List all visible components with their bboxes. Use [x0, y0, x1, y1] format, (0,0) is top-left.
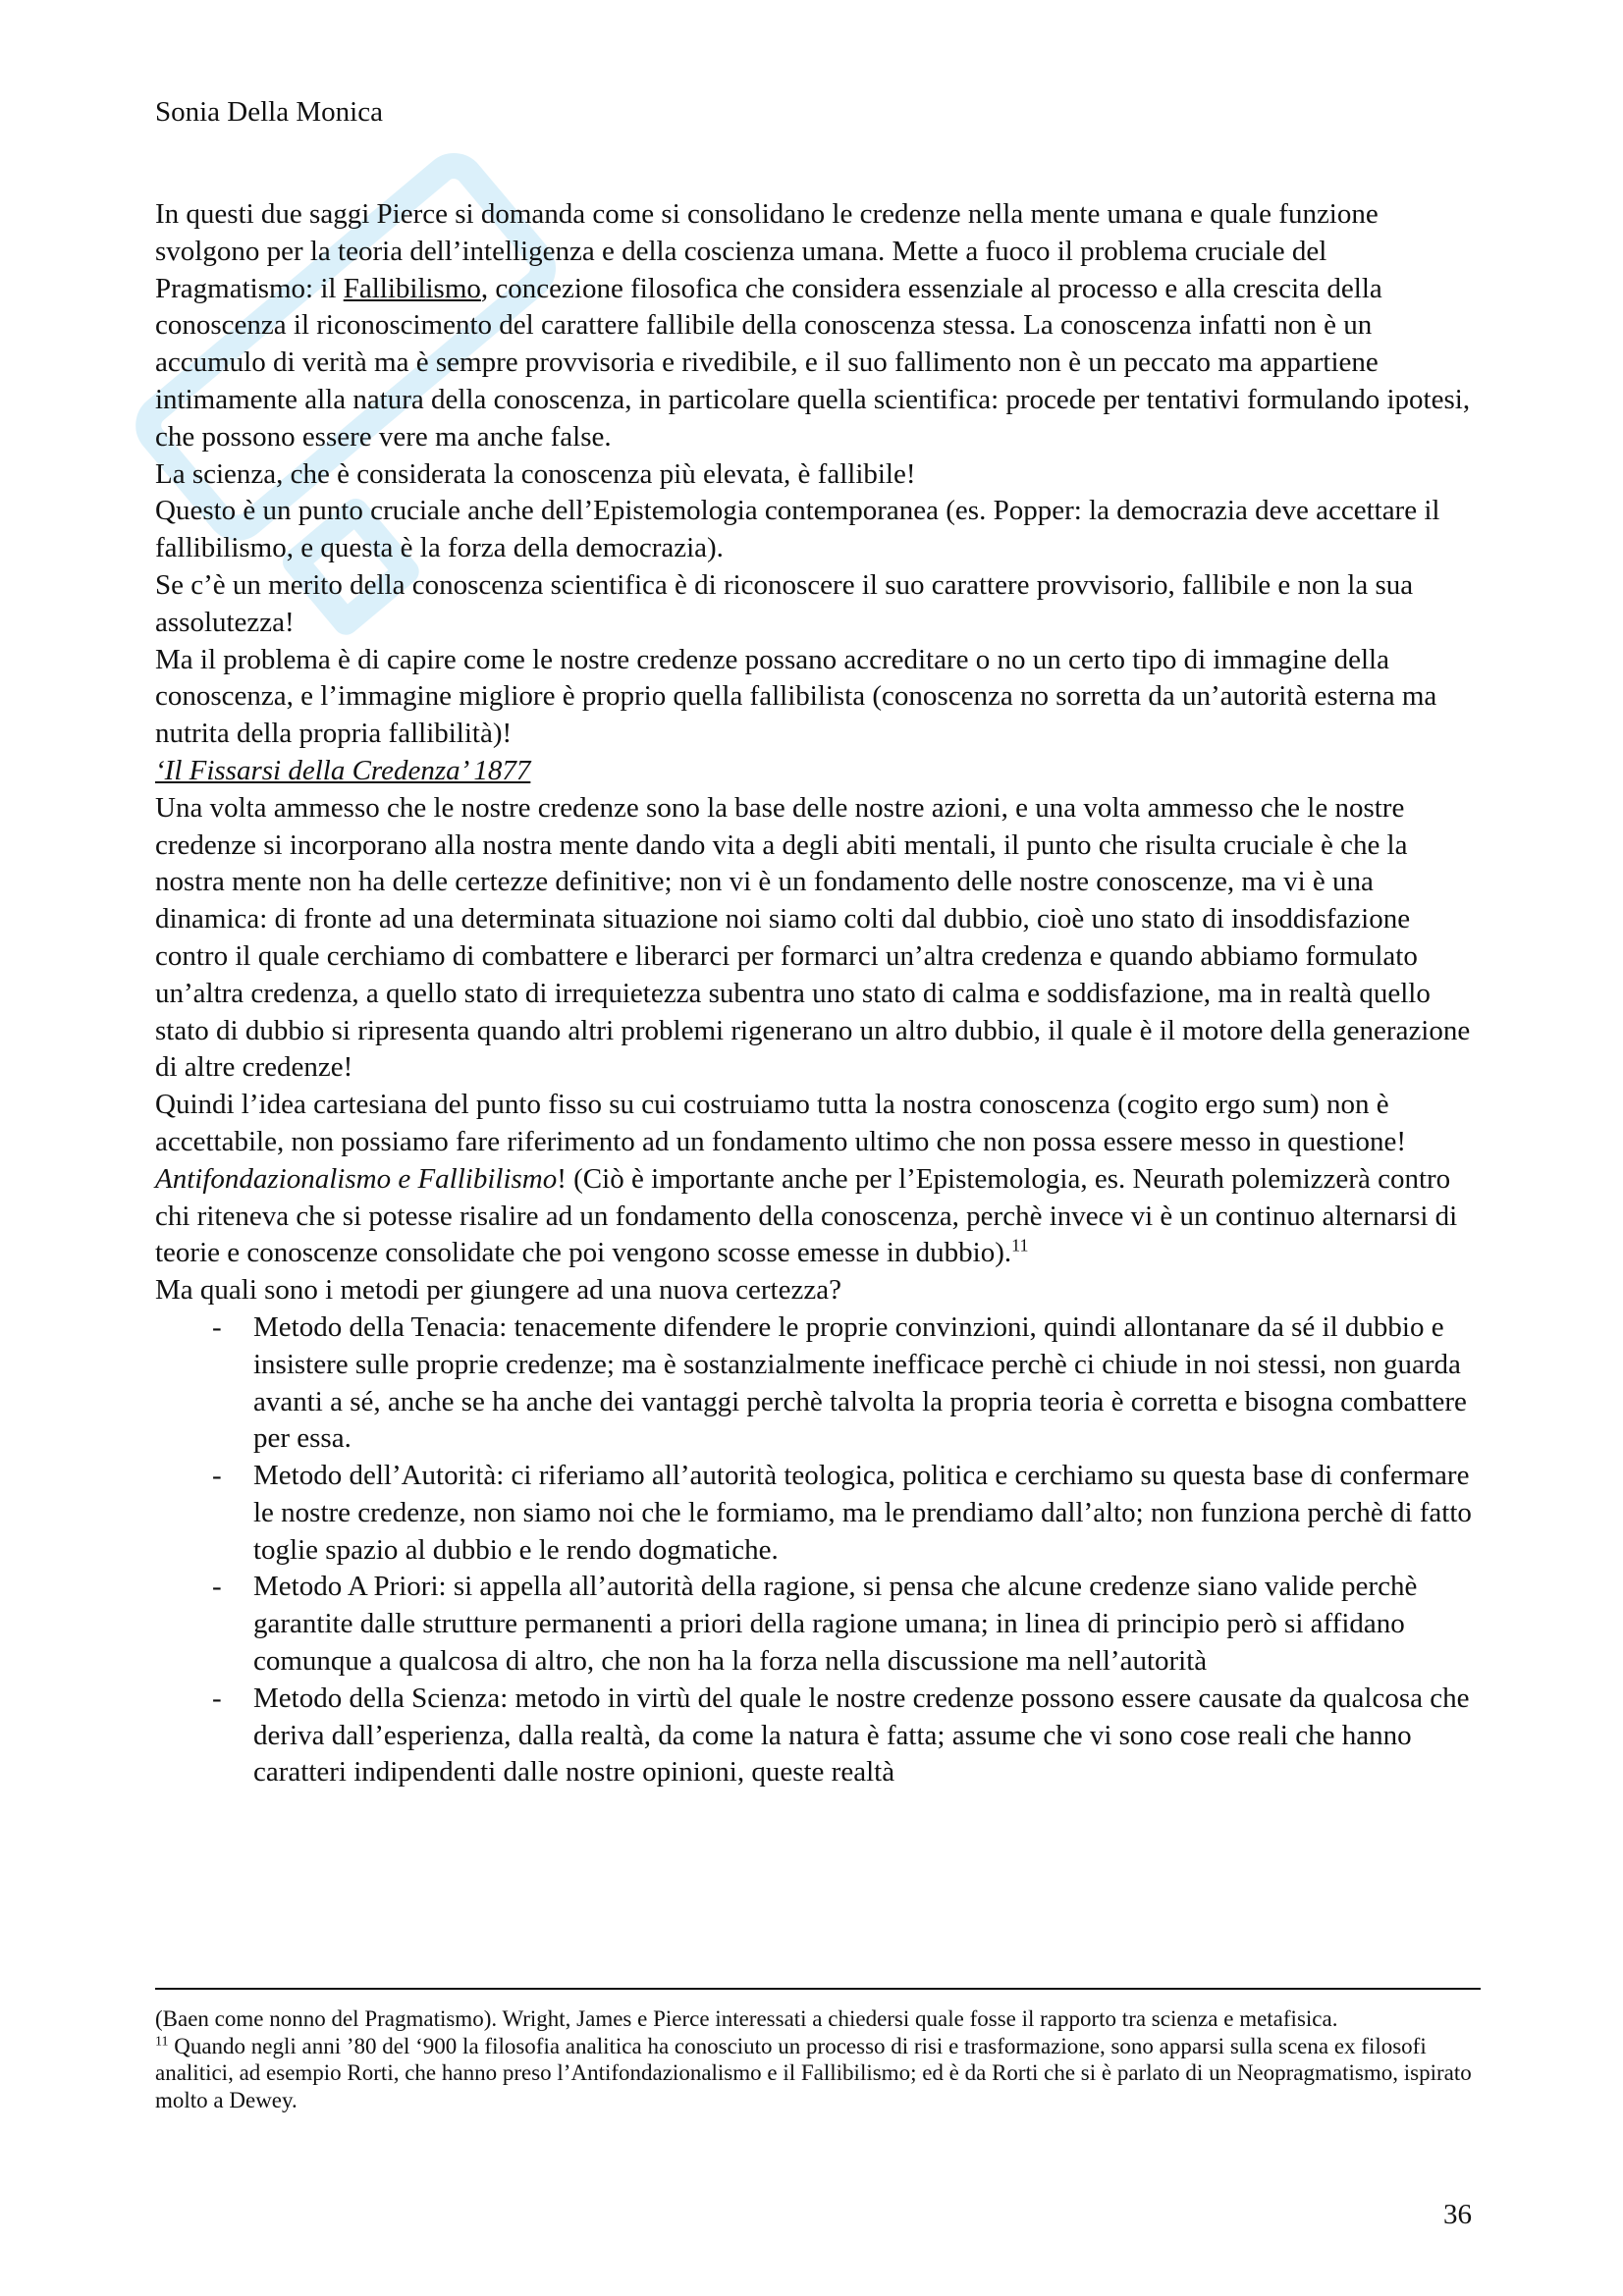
list-item: - Metodo dell’Autorità: ci riferiamo all’autorità teologica, politica e cerchiamo su questa base di confermare le nostre credenze, non siamo noi che le formiamo, ma le prendiamo dall’alto; non funziona perchè di fatto toglie spazio al dubbio e le rendo dogmatiche.	[212, 1460, 1472, 1566]
footnotes	[155, 2005, 1481, 2113]
footnote-11: $^{11}$ Quando negli anni ’80 del ‘900 la filosofia analitica ha conosciuto un processo di risi e trasformazione, sono apparsi sulla scena ex filosofi analitici, ad esempio Rorti, che hanno preso l’Antifondazionalismo e il Fallibilismo; ed è da Rorti che si è parlato di un Neopragmatismo, ispirato molto a Dewey.	[155, 2033, 1472, 2112]
bullet-dash: -	[212, 1460, 222, 1492]
bullet-dash: -	[212, 1682, 222, 1714]
bullet-dash: -	[212, 1310, 222, 1343]
footnote-ref-11[interactable]: 11	[1011, 1235, 1029, 1255]
page-header-author: Sonia Della Monica	[155, 96, 383, 128]
paragraph-5: Ma il problema è di capire come le nostre credenze possano accreditare o no un certo tipo di immagine della conoscenza, e l’immagine migliore è proprio quella fallibilista (conoscenza no sorretta da un’autorità esterna ma nutrita della propria fallibilità)!	[155, 643, 1437, 750]
paragraph-7: Quindi l’idea cartesiana del punto fisso su cui costruiamo tutta la nostra conoscenza (cogito ergo sum) non è accettabile, non possiamo fare riferimento ad un fondamento ultimo che non possa essere messo in questione! Antifondazionalismo e Fallibilismo! (Ciò è importante anche per l’Epistemologia, es. Neurath polemizzerà contro chi riteneva che si potesse risalire ad un fondamento della conoscenza, perchè invece vi è un continuo alternarsi di teorie e conoscenze consolidate che poi vengono scosse emesse in dubbio).$^{11}$	[155, 1089, 1458, 1269]
methods-list	[155, 1309, 1481, 1791]
footnote-continued: (Baen come nonno del Pragmatismo). Wright, James e Pierce interessati a chiedersi quale fosse il rapporto tra scienza e metafisica.	[155, 2006, 1338, 2031]
paragraph-1: In questi due saggi Pierce si domanda come si consolidano le credenze nella mente umana e quale funzione svolgono per la teoria dell’intelligenza e della coscienza umana. Mette a fuoco il problema cruciale del Pragmatismo: il Fallibilismo, concezione filosofica che considera essenziale al processo e alla crescita della conoscenza il riconoscimento del carattere fallibile della conoscenza stessa. La conoscenza infatti non è un accumulo di verità ma è sempre provvisoria e rivedibile, e il suo fallimento non è un peccato ma appartiene intimamente alla natura della conoscenza, in particolare quella scientifica: procede per tentativi formulando ipotesi, che possono essere vere ma anche false.	[155, 198, 1471, 453]
emphasis-antifondazionalismo: Antifondazionalismo e Fallibilismo	[155, 1162, 558, 1195]
footnote-number: 11	[155, 2033, 169, 2049]
paragraph-3: Questo è un punto cruciale anche dell’Epistemologia contemporanea (es. Popper: la democrazia deve accettare il fallibilismo, e questa è la forza della democrazia).	[155, 495, 1440, 564]
bullet-dash: -	[212, 1571, 222, 1603]
paragraph-4: Se c’è un merito della conoscenza scientifica è di riconoscere il suo carattere provvisorio, fallibile e non la sua assolutezza!	[155, 568, 1414, 638]
page-number: 36	[1443, 2199, 1472, 2230]
footnote-separator	[155, 1988, 1481, 1990]
list-item: - Metodo della Tenacia: tenacemente difendere le proprie convinzioni, quindi allontanare da sé il dubbio e insistere sulle proprie credenze; ma è sostanzialmente inefficace perchè ci chiude in noi stessi, non guarda avanti a sé, anche se ha anche dei vantaggi perchè talvolta la propria teoria è corretta e bisogna combattere per essa.	[212, 1310, 1467, 1455]
paragraph-2: La scienza, che è considerata la conoscenza più elevata, è fallibile!	[155, 457, 916, 490]
paragraph-6: Una volta ammesso che le nostre credenze sono la base delle nostre azioni, e una volta ammesso che le nostre credenze si incorporano alla nostra mente dando vita a degli abiti mentali, il punto che risulta cruciale è che la nostra mente non ha delle certezze definitive; non vi è un fondamento delle nostre conoscenze, ma vi è una dinamica: di fronte ad una determinata situazione noi siamo colti dal dubbio, cioè uno stato di insoddisfazione contro il quale cerchiamo di combattere e liberarci per formarci un’altra credenza e quando abbiamo formulato un’altra credenza, a quello stato di irrequietezza subentra uno stato di calma e soddisfazione, ma in realtà quello stato di dubbio si ripresenta quando altri problemi rigenerano un altro dubbio, il quale è il motore della generazione di altre credenze!	[155, 791, 1471, 1084]
main-text	[155, 196, 1481, 1791]
list-item: - Metodo A Priori: si appella all’autorità della ragione, si pensa che alcune credenze siano valide perchè garantite dalle strutture permanenti a priori della ragione umana; in linea di principio però si affidano comunque a qualcosa di altro, che non ha la forza nella discussione ma nell’autorità	[212, 1571, 1418, 1678]
fallibilismo-link[interactable]: Fallibilismo	[343, 272, 481, 304]
list-item: - Metodo della Scienza: metodo in virtù del quale le nostre credenze possono essere causate da qualcosa che deriva dall’esperienza, dalla realtà, da come la natura è fatta; assume che vi sono cose reali che hanno caratteri indipendenti dalle nostre opinioni, queste realtà	[212, 1682, 1470, 1789]
paragraph-8: Ma quali sono i metodi per giungere ad una nuova certezza?	[155, 1274, 841, 1307]
section-title: ‘Il Fissarsi della Credenza’ 1877	[155, 754, 531, 786]
